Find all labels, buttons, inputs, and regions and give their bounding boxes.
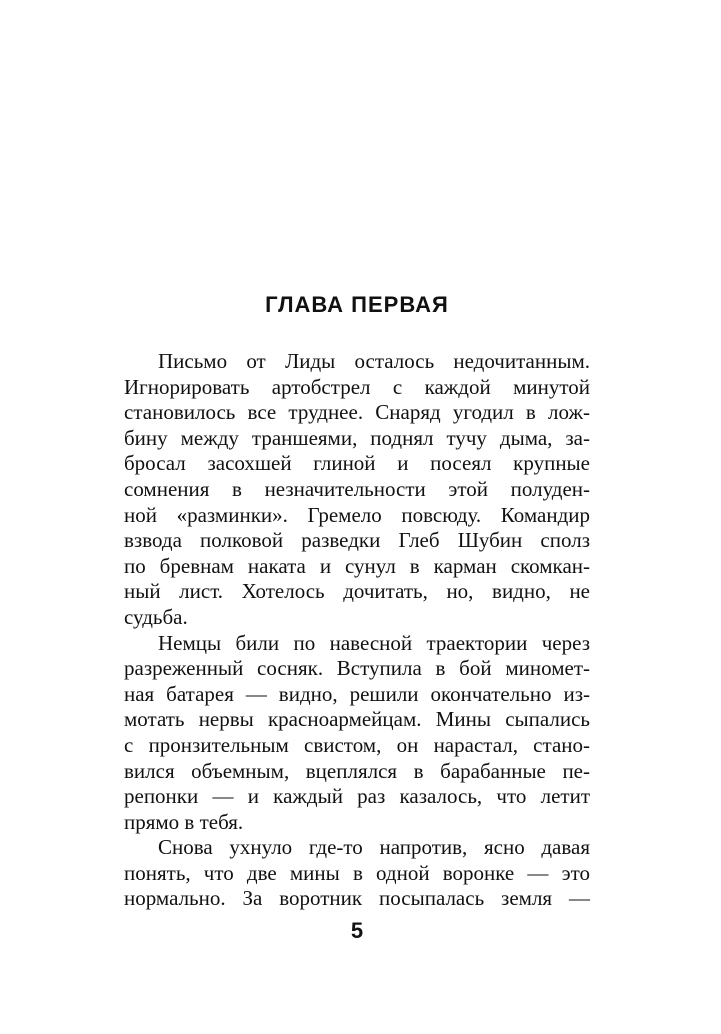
text-line: по бревнам наката и сунул в карман скомкан-	[124, 553, 590, 578]
text-line: взвода полковой разведки Глеб Шубин сполз	[124, 528, 590, 553]
text-line: бросал засохшей глиной и посеял крупные	[124, 451, 590, 476]
text-line: прямо в тебя.	[124, 809, 244, 834]
text-line: Игнорировать артобстрел с каждой минутой	[124, 374, 590, 399]
chapter-title: ГЛАВА ПЕРВАЯ	[265, 292, 449, 317]
text-line: вился объемным, вцеплялся в барабанные пе-	[124, 758, 590, 783]
text-line: разреженный сосняк. Вступила в бой миномет-	[124, 656, 590, 681]
text-line: ный лист. Хотелось дочитать, но, видно, не	[124, 579, 590, 604]
text-line: Письмо от Лиды осталось недочитанным.	[158, 349, 590, 373]
text-line: ная батарея — видно, решили окончательно из-	[124, 681, 590, 706]
text-line: понять, что две мины в одной воронке — это	[124, 860, 590, 885]
text-line: нормально. За воротник посыпалась земля —	[124, 886, 590, 911]
text-line: репонки — и каждый раз казалось, что летит	[124, 784, 590, 809]
text-line: Снова ухнуло где-то напротив, ясно давая	[158, 835, 590, 860]
text-line: Немцы били по навесной траектории через	[158, 630, 590, 655]
page-number: 5	[350, 918, 364, 943]
text-line: мотать нервы красноармейцам. Мины сыпались	[124, 707, 590, 732]
text-line: становилось все труднее. Снаряд угодил в лож-	[124, 400, 590, 425]
text-line: бину между траншеями, поднял тучу дыма, за-	[124, 425, 590, 450]
body-text	[124, 349, 590, 912]
text-line: с пронзительным свистом, он нарастал, стано-	[124, 732, 590, 757]
text-line: ной «разминки». Гремело повсюду. Командир	[124, 502, 590, 527]
text-line: сомнения в незначительности этой полуден-	[124, 476, 590, 501]
text-line: судьба.	[124, 604, 188, 629]
